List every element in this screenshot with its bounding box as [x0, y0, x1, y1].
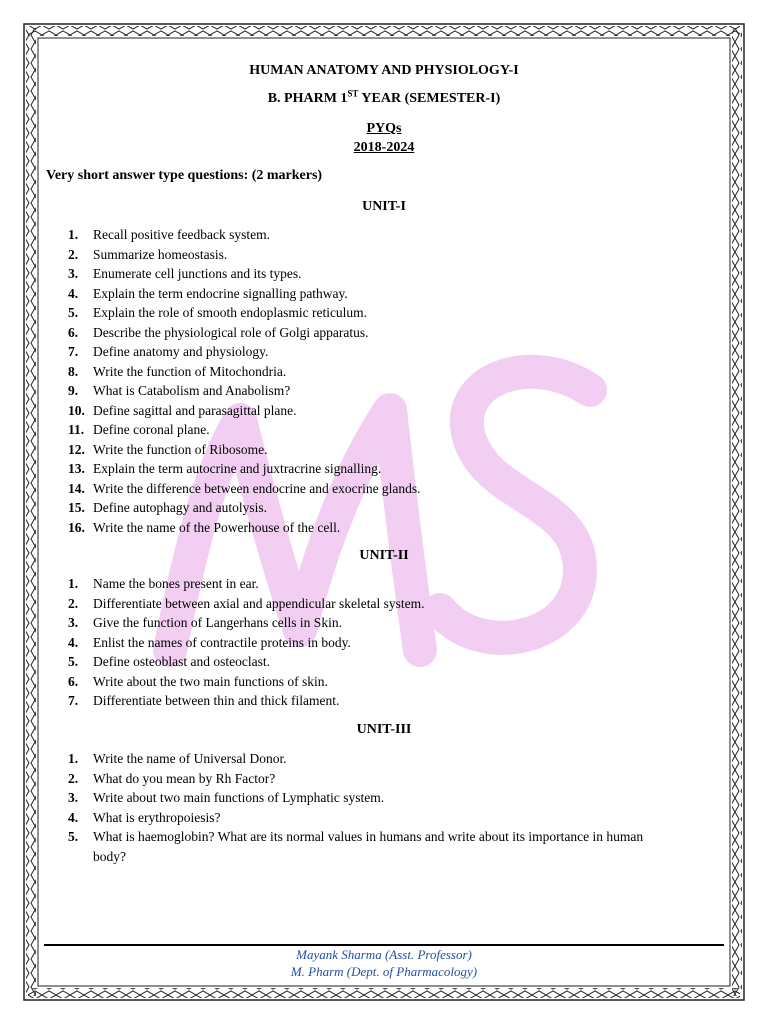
unit-title: UNIT-III — [356, 722, 412, 737]
unit-title: UNIT-II — [359, 548, 409, 563]
list-item: 13. Explain the term autocrine and juxtracrine signalling. — [68, 461, 382, 476]
list-item: 6. Describe the physiological role of Golgi apparatus. — [68, 324, 369, 340]
years-label: 2018-2024 — [353, 140, 415, 155]
footer-divider — [44, 944, 724, 946]
list-item: 1. Recall positive feedback system. — [68, 227, 270, 242]
list-item: 1. Write the name of Universal Donor. — [68, 751, 287, 766]
list-item: 8. Write the function of Mitochondria. — [68, 363, 287, 379]
pyqs-label: PYQs — [366, 121, 402, 136]
list-item: 2. What do you mean by Rh Factor? — [68, 770, 276, 786]
list-item: 7. Differentiate between thin and thick filament. — [68, 693, 340, 708]
list-item: 12. Write the function of Ribosome. — [68, 441, 268, 457]
course-line: B. PHARM 1ST YEAR (SEMESTER-I) — [267, 88, 501, 106]
list-item: 3. Write about two main functions of Lymphatic system. — [68, 790, 385, 805]
footer-department: M. Pharm (Dept. of Pharmacology) — [290, 964, 478, 979]
list-item: 9. What is Catabolism and Anabolism? — [68, 383, 291, 398]
list-item: 5. What is haemoglobin? What are its normal values in humans and write about its importance in human body? — [68, 829, 644, 864]
list-item: 3. Give the function of Langerhans cells in Skin. — [68, 615, 342, 630]
question-list-unit-3 — [46, 749, 666, 866]
list-item: 16. Write the name of the Powerhouse of the cell. — [68, 519, 341, 535]
list-item: 7. Define anatomy and physiology. — [68, 344, 269, 359]
list-item: 4. Explain the term endocrine signalling pathway. — [68, 285, 348, 301]
list-item: 5. Define osteoblast and osteoclast. — [68, 654, 270, 669]
list-item: 14. Write the difference between endocrine and exocrine glands. — [68, 480, 421, 496]
unit-title: UNIT-I — [362, 199, 406, 214]
list-item: 15. Define autophagy and autolysis. — [68, 500, 267, 515]
list-item: 6. Write about the two main functions of skin. — [68, 673, 328, 689]
document-title: HUMAN ANATOMY AND PHYSIOLOGY-I — [249, 63, 519, 78]
list-item: 4. What is erythropoiesis? — [68, 809, 221, 825]
list-item: 1. Name the bones present in ear. — [68, 576, 259, 591]
footer-author: Mayank Sharma (Asst. Professor) — [296, 947, 472, 962]
question-list-unit-2 — [46, 574, 666, 711]
list-item: 2. Summarize homeostasis. — [68, 246, 228, 262]
question-list-unit-1 — [46, 225, 666, 537]
list-item: 3. Enumerate cell junctions and its types. — [68, 266, 302, 281]
list-item: 10. Define sagittal and parasagittal plane. — [68, 402, 297, 418]
list-item: 4. Enlist the names of contractile proteins in body. — [68, 634, 351, 650]
list-item: 2. Differentiate between axial and appendicular skeletal system. — [68, 595, 425, 611]
list-item: 11. Define coronal plane. — [68, 422, 210, 437]
section-heading: Very short answer type questions: (2 markers) — [46, 168, 323, 183]
list-item: 5. Explain the role of smooth endoplasmic reticulum. — [68, 305, 368, 320]
